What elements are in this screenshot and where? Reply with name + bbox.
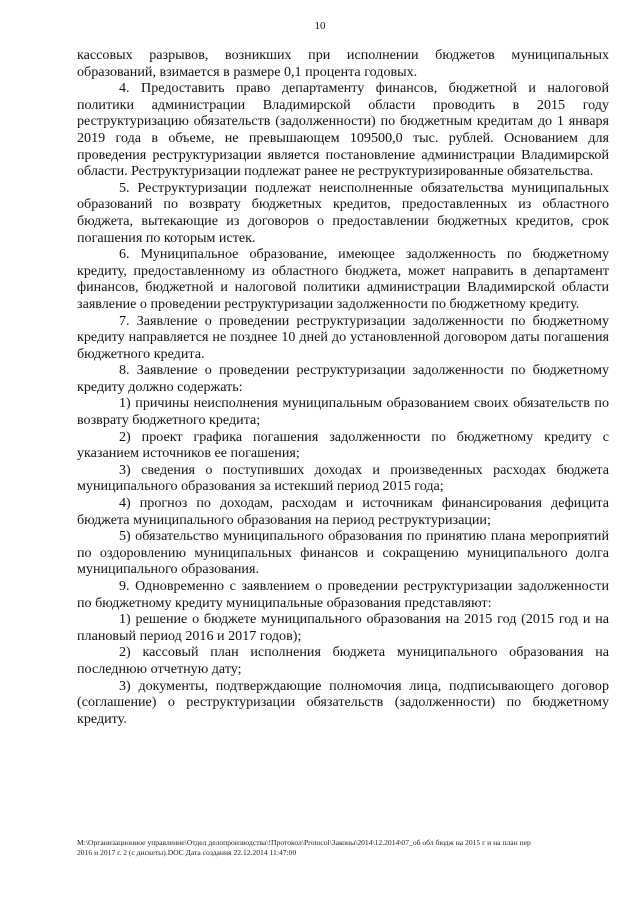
paragraph-item-5: 5. Реструктуризации подлежат неисполненные обязательства муниципальных образований по возврату бюджетных кредитов, предоставленных из областного бюджета, вытекающие из договоров о предоставлении бюджетных кредитов, срок погашения по которым истек. [77, 179, 609, 246]
page-number: 10 [314, 20, 326, 32]
list-item-8-5: 5) обязательство муниципального образования по принятию плана мероприятий по оздоровлению муниципальных финансов и сокращению муниципального долга муниципального образования. [77, 528, 609, 578]
paragraph-item-6: 6. Муниципальное образование, имеющее задолженность по бюджетному кредиту, предоставленному из областного бюджета, может направить в департамент финансов, бюджетной и налоговой политики администрации Владимирской области заявление о проведении реструктуризации задолженности по бюджетному кредиту. [77, 246, 609, 312]
file-path-footer [77, 838, 609, 858]
paragraph-item-9: 9. Одновременно с заявлением о проведении реструктуризации задолженности по бюджетному кредиту муниципальные образования представляют: [77, 578, 609, 611]
list-item-9-1: 1) решение о бюджете муниципального образования на 2015 год (2015 год и на плановый период 2016 и 2017 годов); [77, 611, 609, 644]
list-item-8-1: 1) причины неисполнения муниципальным образованием своих обязательств по возврату бюджетного кредита; [77, 395, 609, 429]
footer-line-1: М:\Организационное управление\Отдел делопроизводства\!Протокол\Protocol\Законы\2014\12.2014\07_об обл бюдж на 2015 г и на план пер [77, 838, 531, 847]
list-item-9-3: 3) документы, подтверждающие полномочия лица, подписывающего договор (соглашение) о реструктуризации обязательств (задолженности) по бюджетному кредиту. [77, 677, 609, 727]
footer-line-2: 2016 и 2017 г. 2 (с дискеты).DOC Дата создания 22.12.2014 11:47:00 [77, 848, 297, 857]
paragraph-item-4: 4. Предоставить право департаменту финансов, бюджетной и налоговой политики администрации Владимирской области проводить в 2015 году реструктуризацию обязательств (задолженности) по бюджетным кредитам до 1 января 2019 года в объеме, не превышающем 109500,0 тыс. рублей. Основанием для проведения реструктуризации является постановление администрации Владимирской области. Реструктуризации подлежат ранее не реструктуризированные обязательства. [77, 80, 609, 180]
list-item-8-4: 4) прогноз по доходам, расходам и источникам финансирования дефицита бюджета муниципального образования на период реструктуризации; [77, 495, 609, 528]
paragraph-item-7: 7. Заявление о проведении реструктуризации задолженности по бюджетному кредиту направляется не позднее 10 дней до установленной договором даты погашения бюджетного кредита. [77, 312, 609, 362]
list-item-8-3: 3) сведения о поступивших доходах и произведенных расходах бюджета муниципального образования за истекший период 2015 года; [77, 461, 609, 495]
paragraph-item-8: 8. Заявление о проведении реструктуризации задолженности по бюджетному кредиту должно содержать: [77, 362, 609, 395]
list-item-8-2: 2) проект графика погашения задолженности по бюджетному кредиту с указанием источников ее погашения; [77, 428, 609, 462]
paragraph-continuation: кассовых разрывов, возникших при исполнении бюджетов муниципальных образований, взимается в размере 0,1 процента годовых. [77, 47, 609, 80]
list-item-9-2: 2) кассовый план исполнения бюджета муниципального образования на последнюю отчетную дату; [77, 644, 609, 677]
document-body [77, 47, 609, 727]
